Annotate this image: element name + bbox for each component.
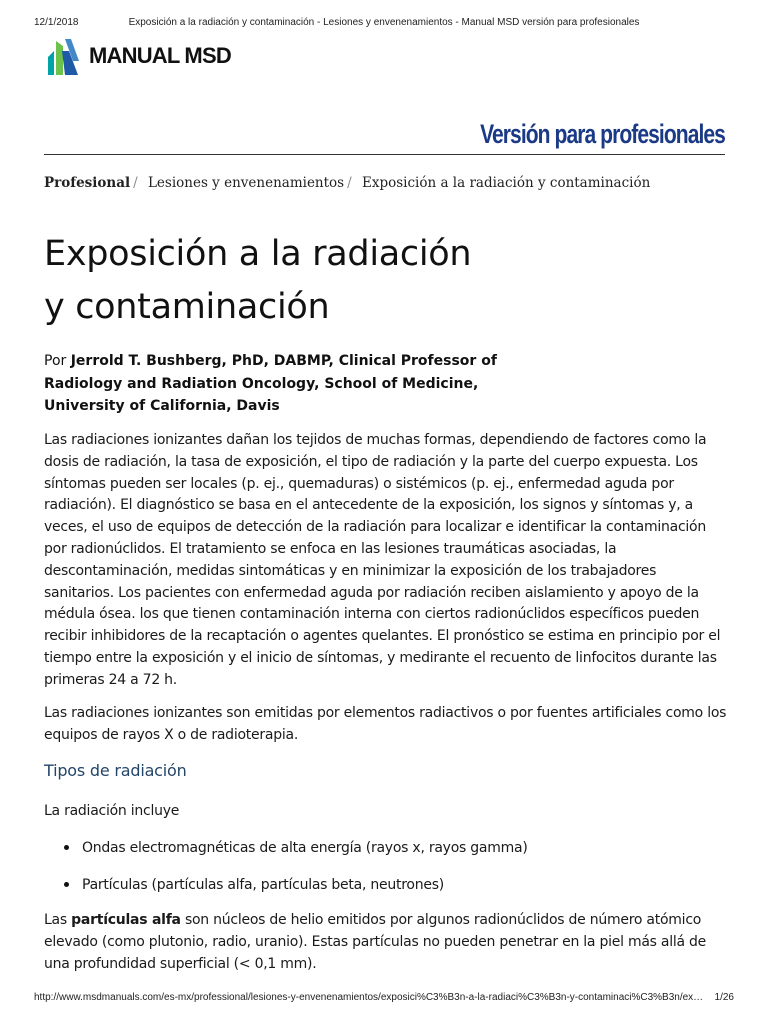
author-byline xyxy=(44,350,544,418)
byline-prefix: Por xyxy=(44,353,67,369)
print-page-title: Exposición a la radiación y contaminación - Lesiones y envenenamientos - Manual MSD versión para profesionales xyxy=(128,17,640,28)
section-heading-tipos: Tipos de radiación xyxy=(44,761,187,780)
list-item-text: Partículas (partículas alfa, partículas beta, neutrones) xyxy=(82,877,444,893)
version-label[interactable]: Versión para profesionales xyxy=(480,119,725,149)
alpha-particles-paragraph xyxy=(44,910,728,975)
logo-text: MANUAL MSD xyxy=(89,43,231,68)
list-item xyxy=(64,874,444,896)
list-item xyxy=(64,837,528,859)
alpha-description: son núcleos de helio emitidos por algunos radionúclidos de número atómico elevado (como plutonio, radio, uranio). Estas partículas no pueden penetrar en la piel más allá de una profundidad superficial (< 0,1 mm). xyxy=(44,912,707,972)
header-divider xyxy=(44,154,725,155)
intro-paragraph: Las radiaciones ionizantes dañan los tejidos de muchas formas, dependiendo de factores como la dosis de radiación, la tasa de exposición, el tipo de radiación y la parte del cuerpo expuesta. Los síntomas pueden ser locales (p. ej., quemaduras) o sistémicos (p. ej., enfermedad aguda por radiación). El diagnóstico se basa en el antecedente de la exposición, los signos y síntomas y, a veces, el uso de equipos de detección de la radiación para localizar e identificar la contaminación por radionúclidos. El tratamiento se enfoca en las lesiones traumáticas asociadas, la descontaminación, medidas sintomáticas y en minimizar la exposición de los trabajadores sanitarios. Los pacientes con enfermedad aguda por radiación reciben aislamiento y apoyo de la médula ósea. los que tienen contaminación interna con ciertos radionúclidos específicos pueden recibir inhibidores de la recaptación o agentes quelantes. El pronóstico se estima en principio por el tiempo entre la exposición y el inicio de síntomas, y medirante el recuento de linfocitos durante las primeras 24 a 72 h. xyxy=(44,432,721,688)
radiation-sources-paragraph: Las radiaciones ionizantes son emitidas por elementos radiactivos o por fuentes artificiales como los equipos de rayos X o de radioterapia. xyxy=(44,705,727,743)
page-title xyxy=(44,228,724,334)
page-number: 1/26 xyxy=(714,992,734,1003)
bullet-icon xyxy=(64,845,69,850)
radiation-includes-text: La radiación incluye xyxy=(44,803,180,819)
print-url: http://www.msdmanuals.com/es-mx/professional/lesiones-y-envenenamientos/exposici%C3%B3n-a-la-radiaci%C3%B3n-y-contaminaci%C3%B3n/ex… xyxy=(34,992,704,1003)
alpha-prefix: Las xyxy=(44,912,72,928)
breadcrumb-item-profesional[interactable]: Profesional xyxy=(44,175,131,191)
author-name[interactable]: Jerrold T. Bushberg, PhD, DABMP, Clinical Professor of Radiology and Radiation Oncology, School of Medicine, University of California, Davis xyxy=(44,353,497,414)
bullet-icon xyxy=(64,882,69,887)
breadcrumb xyxy=(44,175,650,191)
breadcrumb-separator: / xyxy=(347,175,352,191)
msd-logo-icon xyxy=(45,37,81,77)
page-title-line1: Exposición a la radiación xyxy=(44,234,472,274)
breadcrumb-separator: / xyxy=(133,175,138,191)
list-item-text: Ondas electromagnéticas de alta energía (rayos x, rayos gamma) xyxy=(82,840,528,856)
page-title-line2: y contaminación xyxy=(44,287,330,327)
print-date: 12/1/2018 xyxy=(34,17,79,28)
alpha-term: partículas alfa xyxy=(71,912,181,928)
print-header xyxy=(0,17,768,31)
breadcrumb-item-current[interactable]: Exposición a la radiación y contaminación xyxy=(361,175,651,191)
breadcrumb-item-lesiones[interactable]: Lesiones y envenenamientos xyxy=(147,175,345,191)
